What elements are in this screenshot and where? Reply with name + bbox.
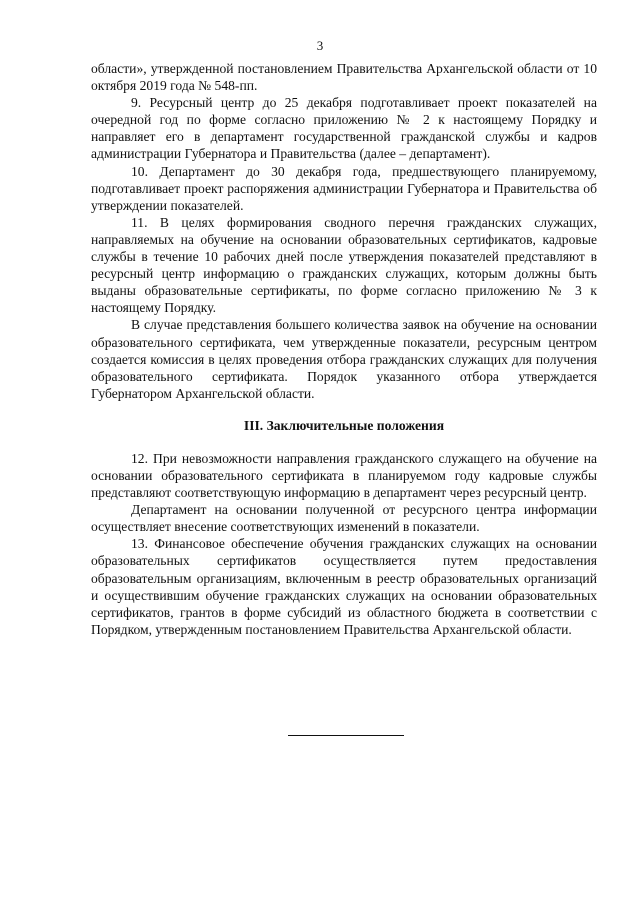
paragraph-item-10: 10. Департамент до 30 декабря года, предшествующего планируемому, подготавливает проект распоряжения администрации Губернатора и Правительства об утверждении показателей. (91, 163, 597, 213)
paragraph-department-changes: Департамент на основании полученной от ресурсного центра информации осуществляет внесение соответствующих изменений в показатели. (91, 502, 597, 535)
paragraph-selection-commission: В случае представления большего количества заявок на обучение на основании образовательного сертификата, чем утвержденные показатели, ресурсным центром создается комиссия в целях проведения отбора гражданских служащих для получения образовательного сертификата. Порядок указанного отбора утверждается Губернатором Архангельской области. (91, 317, 597, 401)
paragraph-item-9: 9. Ресурсный центр до 25 декабря подготавливает проект показателей на очередной год по форме согласно приложению № 2 к настоящему Порядку и направляет его в департамент государственной гражданской службы и кадров администрации Губернатора и Правительства (далее – департамент). (91, 95, 597, 162)
paragraph-continuation: области», утвержденной постановлением Правительства Архангельской области от 10 октября 2019 года № 548-пп. (91, 61, 597, 94)
page-number: 3 (316, 38, 324, 53)
end-of-document-rule (288, 735, 404, 736)
document-body (91, 60, 597, 638)
section-heading: III. Заключительные положения (243, 417, 445, 433)
paragraph-item-12: 12. При невозможности направления гражданского служащего на обучение на основании образовательного сертификата в планируемом году кадровые службы представляют соответствующую информацию в департамент через ресурсный центр. (91, 450, 597, 501)
paragraph-item-13: 13. Финансовое обеспечение обучения гражданских служащих на основании образовательных сертификатов осуществляется путем предоставления образовательным организациям, включенным в реестр образовательных организаций и осуществившим обучение гражданских служащих на основании образовательных сертификатов, грантов в форме субсидий из областного бюджета в соответствии с Порядком, утвержденным постановлением Правительства Архангельской области. (91, 536, 597, 637)
paragraph-item-11: 11. В целях формирования сводного перечня гражданских служащих, направляемых на обучение на основании образовательных сертификатов, кадровые службы в течение 10 рабочих дней после утверждения показателей представляют в ресурсный центр информацию о гражданских служащих, которым должны быть выданы образовательные сертификаты, по форме согласно приложению № 3 к настоящему Порядку. (91, 214, 597, 316)
